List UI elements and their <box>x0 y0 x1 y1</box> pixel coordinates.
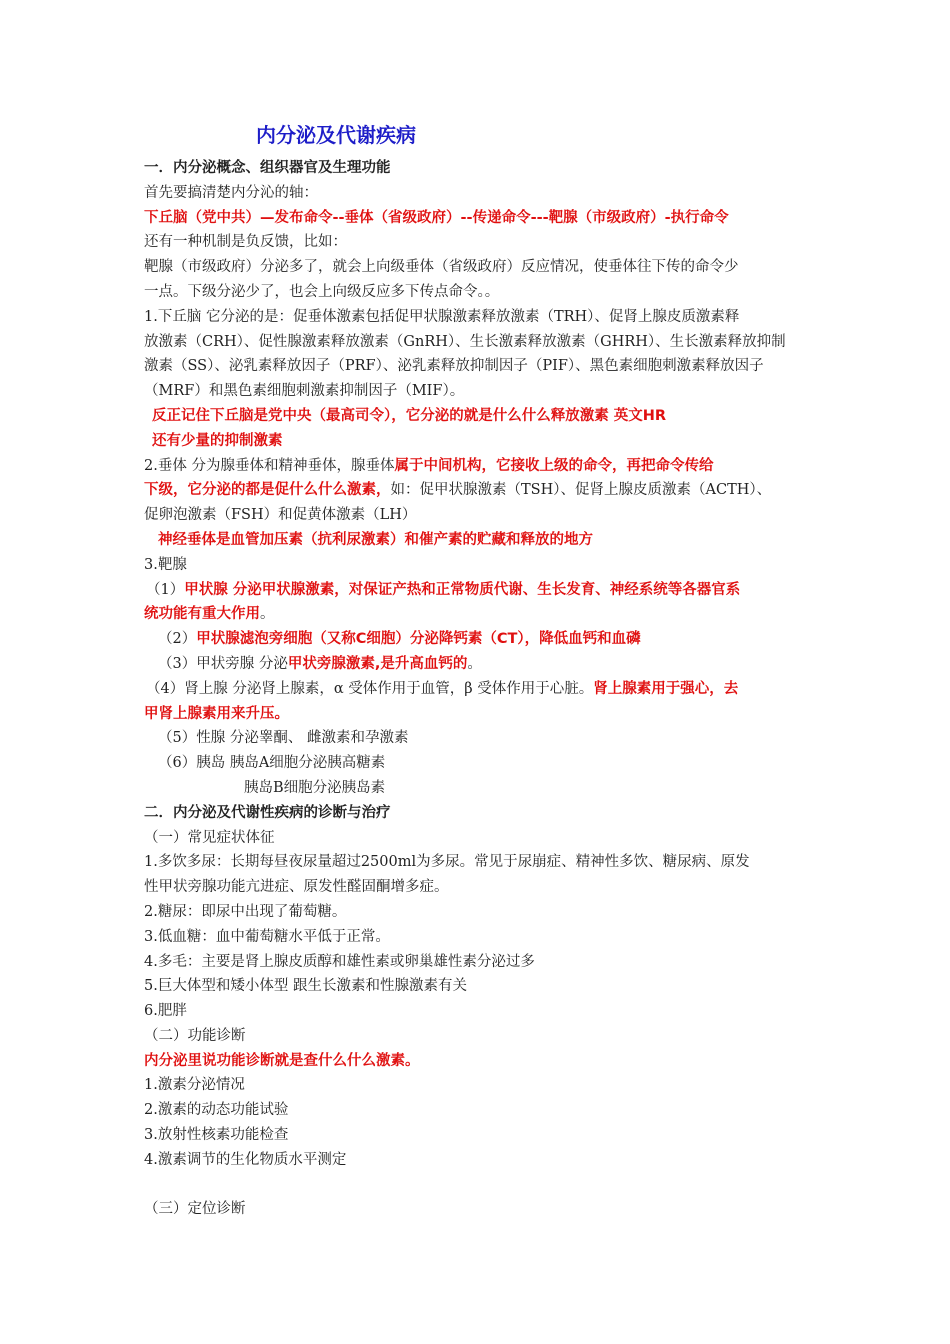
parathyroid-line <box>144 652 814 677</box>
thyroid-line-1 <box>144 578 814 603</box>
symptom-5: 5.巨大体型和矮小体型 跟生长激素和性腺激素有关 <box>144 978 467 995</box>
axis-description: 下丘脑（党中共）—发布命令--垂体（省级政府）--传递命令---靶腺（市级政府）-执行命令 <box>144 209 729 226</box>
section-1-heading: 一．内分泌概念、组织器官及生理功能 <box>144 160 391 176</box>
axis-intro: 首先要搞清楚内分沁的轴： <box>144 184 318 201</box>
hypothalamus-note-1: 反正记住下丘脑是党中央（最高司令），它分泌的就是什么什么释放激素 英文HR <box>152 407 667 424</box>
pituitary-line-1 <box>144 454 814 479</box>
pituitary-note: 神经垂体是血管加压素（抗利尿激素）和催产素的贮藏和释放的地方 <box>158 531 593 548</box>
thyroid-line-2 <box>144 602 814 627</box>
pituitary-line-3: 促卵泡激素（FSH）和促黄体激素（LH） <box>144 507 417 524</box>
function-item-1: 1.激素分泌情况 <box>144 1077 245 1094</box>
target-gland-heading: 3.靶腺 <box>144 556 187 573</box>
adrenal-text-b: 肾上腺素用于强心，去 <box>593 680 739 697</box>
symptom-6: 6.肥胖 <box>144 1003 187 1020</box>
parathyroid-period: 。 <box>467 655 482 672</box>
function-item-2: 2.激素的动态功能试验 <box>144 1102 289 1119</box>
symptom-4: 4.多毛：主要是肾上腺皮质醇和雄性素或卵巢雄性素分泌过多 <box>144 953 535 970</box>
subsection-function: （二）功能诊断 <box>144 1027 246 1044</box>
thyroid-text: 甲状腺 分泌甲状腺激素，对保证产热和正常物质代谢、生长发育、神经系统等各器官系 <box>184 581 741 598</box>
c-cell-num: （2） <box>158 631 197 648</box>
symptom-1-line-1: 1.多饮多尿：长期每昼夜尿量超过2500ml为多尿。常见于尿崩症、精神性多饮、糖尿病、原发 <box>144 854 750 871</box>
function-item-3: 3.放射性核素功能检查 <box>144 1127 289 1144</box>
pituitary-line-2 <box>144 478 814 503</box>
gonad-line: （5）性腺 分泌睾酮、 雌激素和孕激素 <box>158 730 409 747</box>
blank-line <box>144 1173 814 1198</box>
thyroid-num: （1） <box>146 581 185 598</box>
islet-line-2: 胰岛B细胞分泌胰岛素 <box>244 779 386 796</box>
feedback-detail-1: 靶腺（市级政府）分泌多了，就会上向级垂体（省级政府）反应情况，使垂体往下传的命令少 <box>144 259 739 276</box>
hypothalamus-line-4: （MRF）和黑色素细胞刺激素抑制因子（MIF）。 <box>144 383 465 400</box>
feedback-detail-2: 一点。下级分泌少了，也会上向级反应多下传点命令。。 <box>144 283 500 300</box>
feedback-intro: 还有一种机制是负反馈，比如： <box>144 234 347 251</box>
subsection-symptoms: （一）常见症状体征 <box>144 829 275 846</box>
hypothalamus-note-2: 还有少量的抑制激素 <box>152 432 283 449</box>
c-cell-line <box>144 627 814 652</box>
thyroid-period: 。 <box>260 606 275 623</box>
adrenal-line-2: 甲肾上腺素用来升压。 <box>144 705 289 722</box>
pituitary-text-c: 下级，它分泌的都是促什么什么激素， <box>144 482 391 499</box>
adrenal-text-a: （4）肾上腺 分泌肾上腺素，α 受体作用于血管，β 受体作用于心脏。 <box>146 680 594 697</box>
thyroid-text-cont: 统功能有重大作用 <box>144 606 260 623</box>
islet-line-1: （6）胰岛 胰岛A细胞分泌胰高糖素 <box>158 755 386 772</box>
symptom-1-line-2: 性甲状旁腺功能亢进症、原发性醛固酮增多症。 <box>144 879 449 896</box>
parathyroid-text-b: 甲状旁腺激素,是升高血钙的 <box>287 655 468 672</box>
section-2-heading: 二．内分泌及代谢性疾病的诊断与治疗 <box>144 804 391 821</box>
parathyroid-text-a: （3）甲状旁腺 分泌 <box>158 655 288 672</box>
document-title: 内分泌及代谢疾病 <box>256 123 416 147</box>
subsection-location: （三）定位诊断 <box>144 1201 246 1218</box>
function-item-4: 4.激素调节的生化物质水平测定 <box>144 1151 347 1168</box>
hypothalamus-line-1: 1.下丘脑 它分泌的是：促垂体激素包括促甲状腺激素释放激素（TRH）、促肾上腺皮质激素释 <box>144 308 740 325</box>
adrenal-line-1 <box>144 677 814 702</box>
symptom-3: 3.低血糖：血中葡萄糖水平低于正常。 <box>144 928 390 945</box>
pituitary-text-a: 2.垂体 分为腺垂体和精神垂体，腺垂体 <box>144 457 395 474</box>
hypothalamus-line-2: 放激素（CRH）、促性腺激素释放激素（GnRH）、生长激素释放激素（GHRH）、生长激素释放抑制 <box>144 333 786 350</box>
pituitary-text-b: 属于中间机构，它接收上级的命令，再把命令传给 <box>394 457 714 474</box>
function-note: 内分泌里说功能诊断就是查什么什么激素。 <box>144 1052 420 1069</box>
document-page <box>144 118 814 1222</box>
symptom-2: 2.糖尿：即尿中出现了葡萄糖。 <box>144 903 347 920</box>
c-cell-text: 甲状腺滤泡旁细胞（又称C细胞）分泌降钙素（CT），降低血钙和血磷 <box>196 631 641 648</box>
hypothalamus-line-3: 激素（SS）、泌乳素释放因子（PRF）、泌乳素释放抑制因子（PIF）、黑色素细胞刺激素释放因子 <box>144 358 764 375</box>
pituitary-text-d: 如：促甲状腺激素（TSH）、促肾上腺皮质激素（ACTH）、 <box>390 482 772 499</box>
